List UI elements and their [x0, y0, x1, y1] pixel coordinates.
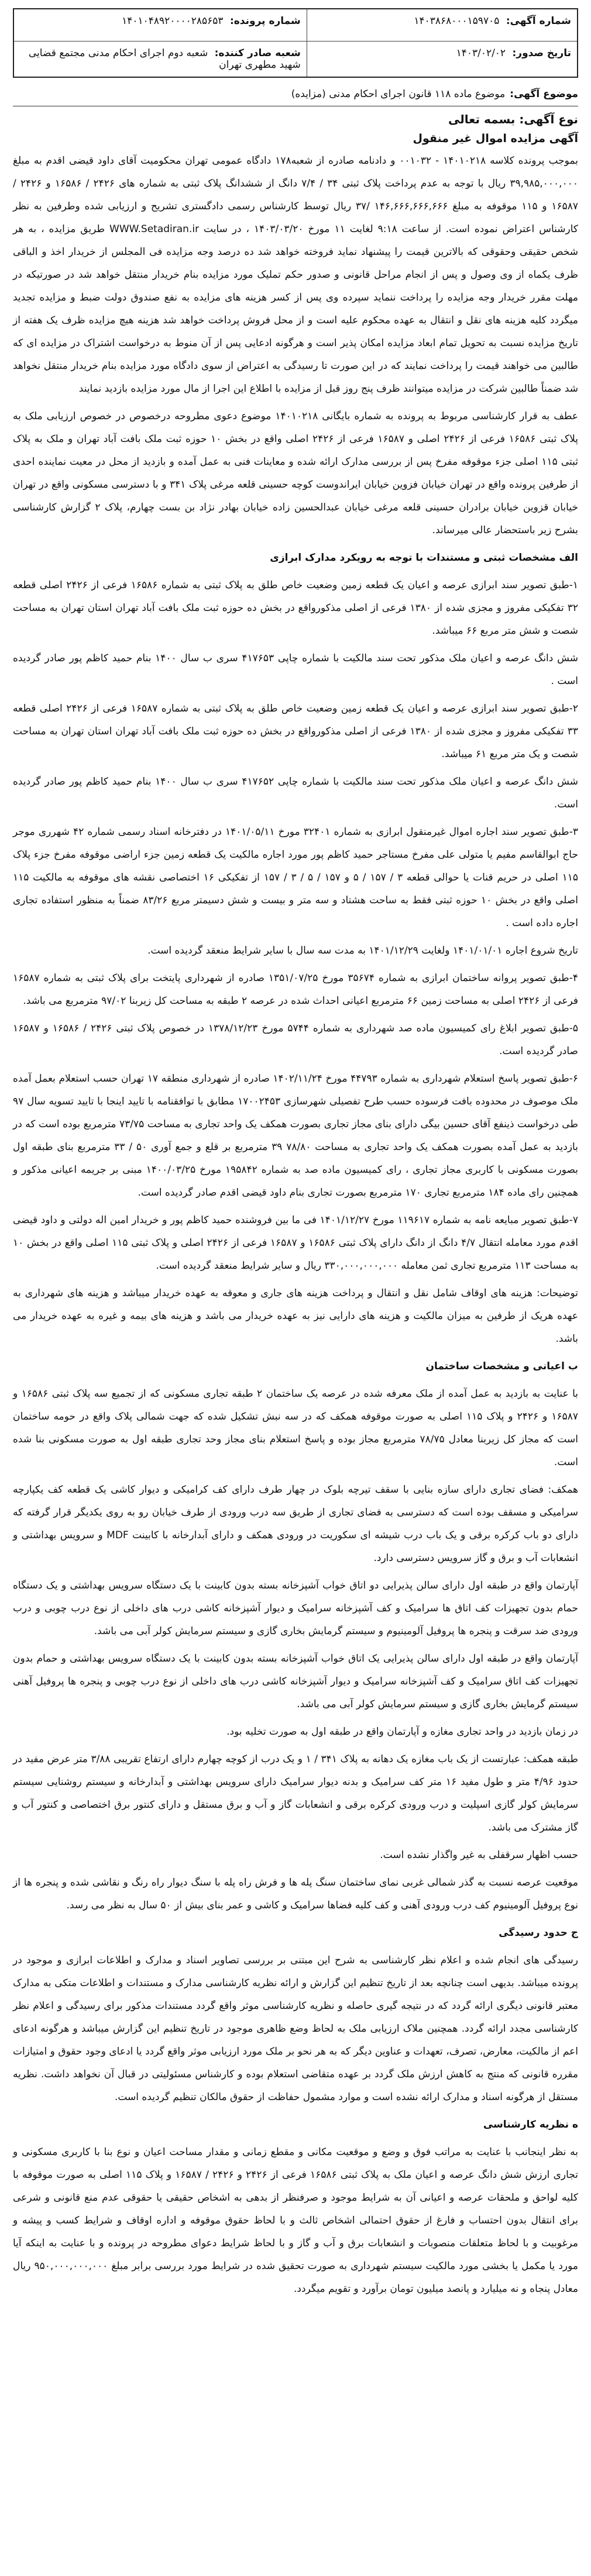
subject-label: موضوع آگهی: — [510, 88, 578, 100]
paragraph-26: ه نظریه کارشناسی — [483, 2119, 578, 2130]
file-label: شماره پرونده: — [229, 15, 301, 27]
paragraph-1: بموجب پرونده کلاسه ۱۴۰۱۰۲۱۸ - ۰۰۱۰۳۲ و دادنامه صادره از شعبه۱۷۸ دادگاه عمومی تهران محکومیت آقای داود قیضی اقدم به مبلغ ۳۹,۹۸۵,۰۰۰,۰۰۰ ریال با توجه به عدم پرداخت پلاک ثبتی ۳۴ / ۷/۴ دانگ از ششدانگ پلاک ثبتی به شماره های ۲۴۲۶ / ۱۶۵۸۶ و ۲۴۲۶ / ۱۶۵۸۷ و ۱۱۵ موقوفه به مبلغ ۱۴۶,۶۶۶,۶۶۶,۶۶۶ /۳۷ ریال توسط کارشناس رسمی دادگستری تشریح و ارزیابی شده وطرفین به نظر کارشناس اعتراض نموده است. از ساعت ۹:۱۸ لغایت ۱۱ مورخ ۱۴۰۳/۰۳/۲۰ ، در سایت WWW.Setadiran.ir طریق مزایده ، به هر شخص حقیقی وحقوقی که بالاترین قیمت را پیشنهاد نماید فروخته خواهد شد ده درصد وجه مزایده فی المجلس از خریدار اخذ و الباقی ظرف یکماه از وی وصول و پس از انجام مراحل قانونی و صدور حکم تملیک مورد مزایده بنام خریدار منتقل خواهد شد در صورتیکه در مهلت مقرر خریدار وجه مزایده را پرداخت ننماید سپرده وی پس از کسر هزینه های مزایده به نفع صندوق دولت ضبط و مزایده تجدید میگردد کلیه هزینه های نقل و انتقال به عهده محکوم علیه است و از محل فروش پرداخت خواهد شد هزینه هیچ مزایده ظرف یک هفته از تاریخ مزایده نسبت به تحویل تمام ابعاد مزایده امکان پذیر است و هرگونه ادعایی پس از آن منوط به درخواست اشتراک در مزایده ای که طالبین می خواهند قیمت را پرداخت نمایند که در این صورت تا رسیدگی به اعتراض از سوی دادگاه مورد مزایده بنام خریدار منتقل نخواهد شد ضمناً طالبین شرکت در مزایده میتوانند ظرف پنج روز قبل از مزایده با اطلاع این اجرا از مال مورد مزایده بازدید نمایند — [13, 155, 579, 395]
paragraph-20: در زمان بازدید در واحد تجاری مغازه و آپارتمان واقع در طبقه اول به صورت تخلیه بود. — [226, 1726, 578, 1738]
paragraph-5: شش دانگ عرصه و اعیان ملک مذکور تحت سند مالکیت با شماره چاپی ۴۱۷۶۵۳ سری ب سال ۱۴۰۰ بنام حمید کاظم پور صادر گردیده است . — [13, 652, 578, 687]
paragraph-14: توضیحات: هزینه های اوقاف شامل نقل و انتقال و پرداخت هزینه های جاری و معوقه به عهده خریدار میباشد و هزینه های شهرداری به عهده هریک از طرفین به میزان مالکیت و هزینه های دارایی نیز به عهده خریدار می باشد و هزینه های بیمه و غیره به عهده خریدار می باشد. — [13, 1287, 578, 1345]
subject-value: موضوع ماده ۱۱۸ قانون اجرای احکام مدنی (مزایده) — [291, 88, 506, 100]
date-label: تاریخ صدور: — [512, 47, 571, 59]
paragraph-24: ج حدود رسیدگی — [499, 1927, 578, 1939]
paragraph-8: ۳-طبق تصویر سند اجاره اموال غیرمنقول ابرازی به شماره ۳۲۴۰۱ مورخ ۱۴۰۱/۰۵/۱۱ در دفترخانه اسناد رسمی شماره ۴۲ شهرری موجر حاج ابوالقاسم مفیم یا متولی علی مفرخ مستاجر حمید کاظم پور مورد اجاره مالکیت یک قطعه زمین جزء اراضی موقوفه مفرخ جزء پلاک ۱۱۵ اصلی در حریم قنات یا حوالی قطعه ۳ / ۱۵۷ / ۵ و ۱۵۷ / ۵ / ۳ / ۱۵۷ از تفکیکی ۱۶ اختصاصی نقشه های موقوفه به مالکیت ۱۱۵ اصلی واقع در بخش ۱۰ حوزه ثبتی فقط به ساحت هشتاد و سه متر و بیست و شش دسیمتر مربع ۸۳/۲۶ ضمناً به منظور استفاده تجاری اجاره داده است . — [13, 826, 578, 929]
paragraph-7: شش دانگ عرصه و اعیان ملک مذکور تحت سند مالکیت با شماره چاپی ۴۱۷۶۵۲ سری ب سال ۱۴۰۰ بنام حمید کاظم پور صادر گردیده است. — [13, 776, 578, 810]
header-row-1 — [13, 9, 578, 42]
serial-label: شماره آگهی: — [506, 15, 571, 27]
header-table — [13, 8, 578, 78]
subject-row — [13, 88, 578, 100]
paragraph-9: تاریخ شروع اجاره ۱۴۰۱/۰۱/۰۱ ولغایت ۱۴۰۱/۱۲/۲۹ به مدت سه سال با سایر شرایط منعقد گردیده است. — [147, 945, 578, 956]
notice-title: نوع آگهی: بسمه تعالی — [448, 112, 578, 126]
paragraph-11: ۵-طبق تصویر ابلاغ رای کمیسیون ماده صد شهرداری به شماره ۵۷۴۴ مورخ ۱۳۷۸/۱۲/۲۳ در خصوص پلاک ثبتی ۲۴۲۶ / ۱۶۵۸۶ و ۱۶۵۸۷ صادر گردیده است. — [13, 1023, 578, 1057]
paragraph-12: ۶-طبق تصویر پاسخ استعلام شهرداری به شماره ۴۴۷۹۳ مورخ ۱۴۰۲/۱۱/۲۴ صادره از شهرداری منطقه ۱۷ تهران حسب استعلام بعمل آمده ملک موصوف در محدوده بافت فرسوده حسب طرح تفصیلی شهرسازی ۱۷۰۰۲۴۵۳ مطابق با توافقنامه با تایید اینجا با تایید تسویه سال ۹۷ طی درخواست ذینفع آقای حسین بیگی دارای بنای مجاز تجاری بصورت همکف یک واحد تجاری به مساحت ۷۳/۷۵ مترمربع بوده است که در بازدید به عمل آمده بصورت همکف یک واحد تجاری به مساحت ۷۸/۸۰ ۳۹ مترمربع بر قلع و جمع آوری ۵۰ / ۳۳ مترمربع بنای طبقه اول بصورت مسکونی با کاربری مجاز تجاری ، رای کمیسیون ماده صد به شماره ۱۹۵۸۴۲ مورخ ۱۴۰۰/۰۳/۲۵ مبنی بر جریمه اعیانی مذکور و همچنین رای ماده ۱۸۴ مترمربع تجاری ۱۷۰ مترمربع بصورت تجاری بنام داود قیضی اقدم صادر گردیده است. — [13, 1073, 579, 1199]
paragraph-2: عطف به قرار کارشناسی مربوط به پرونده به شماره بایگانی ۱۴۰۱۰۲۱۸ موضوع دعوی مطروحه درخصوص در خصوص ارزیابی ملک به پلاک ثبتی ۱۶۵۸۶ فرعی از ۲۴۲۶ اصلی و ۱۶۵۸۷ فرعی از ۲۴۲۶ اصلی واقع در بخش ۱۰ حوزه ثبت ملک بافت آباد تهران و ملک به پلاک ثبتی ۱۱۵ اصلی جزء موقوفه مفرخ پس از بررسی مدارک ارائه شده و معاینات فنی به عمل آمده و بازدید از محل در معیت نماینده احدی از طرفین پرونده واقع در تهران خیابان فزوین خیابان ایراندوست کوچه حسینی قلعه مرغی پلاک ۳۴۱ و با دسترسی مسکونی واقع در تهران خیابان قزوین خیابان برادران حسینی قلعه مرغی خیابان عبدالحسین زاده خیابان بهادر نژاد بن بست چهارم، پلاک ۲ گزارش کارشناسی بشرح زیر باستحضار عالی میرساند. — [13, 410, 579, 536]
paragraph-3: الف مشخصات ثبتی و مستندات با توجه به رویکرد مدارک ابرازی — [270, 552, 578, 564]
issuer-value: شعبه دوم اجرای احکام مدنی مجتمع قضایی شهید مطهری تهران — [28, 47, 301, 71]
paragraph-19: آپارتمان واقع در طبقه اول دارای سالن پذیرایی یک اتاق خواب آشپزخانه بسته بدون کابینت با یک دستگاه سرویس بهداشتی و حمام بدون تجهیزات کف اتاق سرامیک و کف آشپزخانه سرامیک و دیوار آشپزخانه کاشی درب های داخلی از نوع درب چوبی و پنجره ها پروفیل آهنی سیستم گرمایش بخاری گازی و سیستم سرمایش کولر آبی می باشد. — [13, 1653, 578, 1710]
paragraph-22: حسب اظهار سرقفلی به غیر واگذار نشده است. — [380, 1849, 578, 1861]
notice-subtitle: آگهی مزایده اموال غیر منقول — [413, 132, 578, 145]
paragraph-16: با عنایت به بازدید به عمل آمده از ملک معرفه شده در عرصه یک ساختمان ۲ طبقه تجاری مسکونی که از تجمیع سه پلاک ثبتی ۱۶۵۸۶ و ۱۶۵۸۷ و ۲۴۲۶ و پلاک ۱۱۵ اصلی به صورت موقوفه همکف که در سه نبش تشکیل شده که جهت شمالی پلاک واقع در حومه ساختمان است که مجاز کل زیربنا معادل ۷۸/۷۵ مترمربع مجاز بوده و پاسخ استعلام بنای مجاز وحد تجاری طبقه اول به صورت مسکونی بنا شده است. — [13, 1388, 578, 1468]
date-value: ۱۴۰۳/۰۲/۰۲ — [456, 47, 506, 59]
paragraph-6: ۲-طبق تصویر سند ابرازی عرصه و اعیان یک قطعه زمین وضعیت خاص طلق به پلاک ثبتی به شماره ۱۶۵۸۷ فرعی از ۲۴۲۶ اصلی قطعه ۳۳ تفکیکی مفروز و مجزی شده از ۱۳۸۰ فرعی از اصلی مذکورواقع در بخش ده حوزه ثبت ملک بافت آباد تهران استان تهران به مساحت شصت و یک متر مربع ۶۱ میباشد. — [13, 703, 578, 760]
issuer-label: شعبه صادر کننده: — [214, 47, 301, 59]
paragraph-4: ۱-طبق تصویر سند ابرازی عرصه و اعیان یک قطعه زمین وضعیت خاص طلق به پلاک ثبتی به شماره ۱۶۵۸۶ فرعی از ۲۴۲۶ اصلی قطعه ۳۲ تفکیکی مفروز و مجزی شده از ۱۳۸۰ فرعی از اصلی مذکورواقع در بخش ده حوزه ثبت ملک بافت آباد تهران استان تهران به مساحت شصت و شش متر مربع ۶۶ میباشد. — [13, 579, 578, 637]
paragraph-13: ۷-طبق تصویر مبایعه نامه به شماره ۱۱۹۶۱۷ مورخ ۱۴۰۱/۱۲/۲۷ فی ما بین فروشنده حمید کاظم پور و خریدار امین اله دولتی و داود قیضی اقدم مورد معامله انتقال ۴/۷ دانگ از دانگ دارای پلاک ثبتی ۱۶۵۸۶ و ۱۶۵۸۷ فرعی از ۲۴۲۶ اصلی و پلاک ثبتی ۱۱۵ اصلی واقع در بخش ۱۰ به مساحت ۱۱۳ مترمربع تجاری ثمن معامله ۳۳۰,۰۰۰,۰۰۰,۰۰۰ ریال و سایر شرایط منعقد گردیده است. — [13, 1214, 578, 1272]
paragraph-21: طبقه همکف: عبارتست از یک باب مغازه یک دهانه به پلاک ۳۴۱ / ۱ و یک درب از کوچه چهارم دارای ارتفاع تقریبی ۳/۸۸ متر عرض مفید در حدود ۴/۹۶ متر و طول مفید ۱۶ متر کف سرامیک و بدنه دیوار سرامیک دارای سرویس بهداشتی و آبدارخانه و سیستم روشنایی سیستم سرمایش کولر گازی اسپلیت و درب ورودی کرکره برقی و انشعابات گاز و آب و برق مستقل و دارای کنتور برق اختصاصی و کنتور آب و گاز مشترک می باشد. — [13, 1753, 578, 1833]
paragraph-23: موقعیت عرصه نسبت به گذر شمالی غربی نمای ساختمان سنگ پله ها و فرش راه پله با سنگ دیوار راه رنگ و نقاشی شده و پنجره ها از نوع پروفیل آلومینیوم کف درب ورودی آهنی و کف کلیه فضاها سرامیک و کاشی و عمر بنای بیش از ۵۰ سال به نظر می رسد. — [13, 1877, 578, 1911]
serial-value: ۱۴۰۳۸۶۸۰۰۰۱۵۹۷۰۵ — [414, 15, 500, 27]
serial-cell — [307, 9, 578, 42]
issuer-cell — [13, 42, 307, 78]
paragraph-25: رسیدگی های انجام شده و اعلام نظر کارشناسی به شرح این مبتنی بر بررسی تصاویر اسناد و مدارک و اطلاعات ابرازی و موجود در پرونده میباشد. بدیهی است چنانچه بعد از تاریخ تنظیم این گزارش و ارائه نظریه کارشناسی مدارک و مستندات و اطلاعات متکی به مدارک معتبر قانونی دیگری ارائه گردد که در نتیجه گیری حاصله و نظریه کارشناسی موثر واقع گردد مستندات مذکور برای رسیدگی و اعلام نظر کارشناسی مجدد ارائه گردد. همچنین ملاک ارزیابی ملک به لحاظ وضع ظاهری موجود در تاریخ تنظیم این گزارش میباشد و هرگونه ادعای اعم از مالکیت، معارض، تصرف، تعهدات و عناوین دیگر که به هر نحو بر ملک مورد ارزیابی موثر واقع گردد یا ادعای وجود حقوق و امتیازات مقرره قانونی که منتج به کاهش ارزش ملک گردد بر عهده متقاضی استعلام بوده و کارشناس مسئولیتی در قبال آن نخواهد داشت. نظریه مستقل از هرگونه اسناد و مدارک ارائه نشده است و موارد مشمول حفاظت از حقوق مالکان تنظیم گردیده است. — [13, 1955, 578, 2103]
conclusion-text: به نظر اینجانب با عنایت به مراتب فوق و وضع و موقعیت مکانی و مقطع زمانی و مقدار مساحت اعیان و نوع بنا با کاربری مسکونی و تجاری ارزش شش دانگ عرصه و اعیان ملک به پلاک ثبتی ۱۶۵۸۶ فرعی از ۲۴۲۶ و ۲۴۲۶ / ۱۶۵۸۷ و پلاک ۱۱۵ اصلی به صورت موقوفه با کلیه لواحق و ملحقات عرصه و اعیانی آن به شرایط موجود و صرفنظر از بدهی به اشخاص حقیقی یا حقوقی عدم منع قانونی و شرعی برای انتقال بدون احتساب و فارغ از حقوق احتمالی اشخاص ثالث و با لحاظ حقوق موقوفه و اداره اوقاف و شرایط کسب و پیشه و مرغوبیت و با لحاظ متعلقات منصوبات و انشعابات برق و آب و گاز و با لحاظ شرایط دعوای مطروحه در پرونده و با عنایت به اینکه آیا مورد یا مکمل یا بخشی مورد مالکیت سیستم شهرداری به صورت تحقیق شده در شرایط مورد بررسی برابر مبلغ ۹۵۰,۰۰۰,۰۰۰,۰۰۰ ریال معادل پنجاه و نه میلیارد و پانصد میلیون تومان برآورد و تقویم میگردد. — [13, 2146, 578, 2295]
header-row-2 — [13, 42, 578, 78]
file-cell — [13, 9, 307, 42]
paragraph-15: ب اعیانی و مشخصات ساختمان — [425, 1360, 578, 1372]
date-cell — [307, 42, 578, 78]
body-paragraphs — [13, 150, 578, 2136]
paragraph-18: آپارتمان واقع در طبقه اول دارای سالن پذیرایی دو اتاق خواب آشپزخانه بسته بدون کابینت با یک دستگاه سرویس بهداشتی و یک دستگاه حمام بدون تجهیزات کف اتاق ها سرامیک و کف آشپزخانه سرامیک و دیوار آشپزخانه کاشی درب های داخلی از نوع درب چوبی و درب ورودی ضد سرقت و پنجره ها پروفیل آلومینیوم و سیستم گرمایش بخاری گازی و سیستم سرمایش کولر آبی می باشد. — [13, 1580, 578, 1637]
file-value: ۱۴۰۱۰۴۸۹۲۰۰۰۰۲۸۵۶۵۳ — [122, 15, 224, 27]
paragraph-17: همکف: فضای تجاری دارای سازه بنایی با سقف تیرچه بلوک در چهار طرف دارای کف کرامیکی و دیوار کاشی یک قطعه کف یکپارچه سرامیکی و مسقف بوده است که دسترسی به فضای تجاری از طریق سه درب ورودی از طرف خیابان رو به روی یکدیگر قرار گرفته که دارای دو باب کرکره برقی و یک باب درب شیشه ای سکوریت در ورودی همکف و دارای آبدارخانه با کابینت MDF و سرویس بهداشتی و انشعابات آب و برق و گاز سرویس دسترسی دارد. — [13, 1484, 578, 1564]
paragraph-10: ۴-طبق تصویر پروانه ساختمان ابرازی به شماره ۳۵۶۷۴ مورخ ۱۳۵۱/۰۷/۲۵ صادره از شهرداری پایتخت برای پلاک ثبتی به شماره ۱۶۵۸۷ فرعی از ۲۴۲۶ اصلی به مساحت زمین ۶۶ مترمربع اعیانی احداث شده در عرصه ۲ طبقه به مساحت کل زیربنا ۹۷/۰۲ مترمربع می باشد. — [13, 972, 578, 1007]
